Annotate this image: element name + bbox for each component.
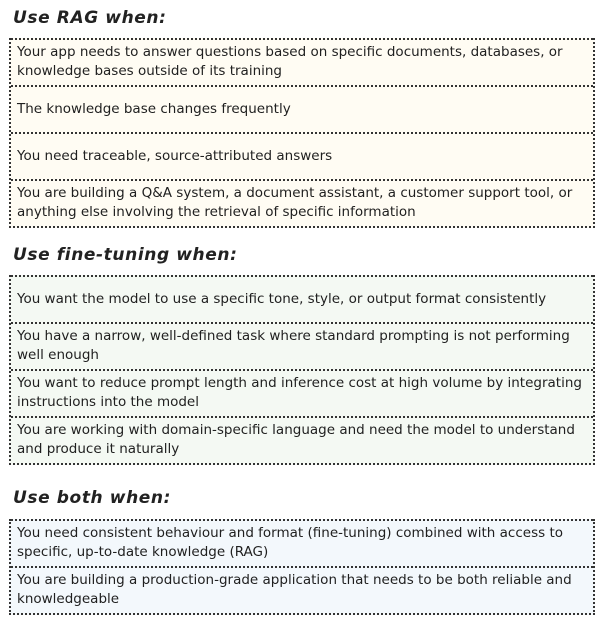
both-item-text: You are building a production-grade application that needs to be both reliable and knowledgeable bbox=[17, 572, 572, 607]
list-item bbox=[11, 322, 593, 369]
rag-section-heading: Use RAG when: bbox=[13, 8, 167, 28]
fine-tuning-item-text: You have a narrow, well-defined task where standard prompting is not performing well enough bbox=[17, 328, 570, 363]
both-section-heading: Use both when: bbox=[13, 488, 172, 508]
rag-item-text: The knowledge base changes frequently bbox=[17, 101, 291, 117]
rag-item-text: You are building a Q&A system, a document assistant, a customer support tool, or anything else involving the retrieval of specific information bbox=[17, 185, 573, 220]
list-item bbox=[11, 38, 593, 85]
list-item bbox=[11, 519, 593, 566]
list-item bbox=[11, 566, 593, 613]
list-item bbox=[11, 416, 593, 463]
both-item-text: You need consistent behaviour and format (fine-tuning) combined with access to specific, up-to-date knowledge (RAG) bbox=[17, 525, 563, 560]
list-item bbox=[11, 369, 593, 416]
rag-conditions-box bbox=[9, 38, 595, 228]
rag-item-text: Your app needs to answer questions based on specific documents, databases, or knowledge bases outside of its training bbox=[17, 44, 563, 79]
fine-tuning-item-text: You are working with domain-specific language and need the model to understand and produce it naturally bbox=[17, 422, 575, 457]
list-item bbox=[11, 275, 593, 322]
list-item bbox=[11, 179, 593, 226]
list-item bbox=[11, 132, 593, 179]
fine-tuning-section-heading: Use fine-tuning when: bbox=[13, 245, 238, 265]
list-item bbox=[11, 85, 593, 132]
both-conditions-box bbox=[9, 519, 595, 615]
rag-item-text: You need traceable, source-attributed answers bbox=[17, 148, 333, 164]
fine-tuning-item-text: You want to reduce prompt length and inference cost at high volume by integrating instructions into the model bbox=[17, 375, 582, 410]
fine-tuning-conditions-box bbox=[9, 275, 595, 465]
fine-tuning-item-text: You want the model to use a specific tone, style, or output format consistently bbox=[17, 291, 547, 307]
